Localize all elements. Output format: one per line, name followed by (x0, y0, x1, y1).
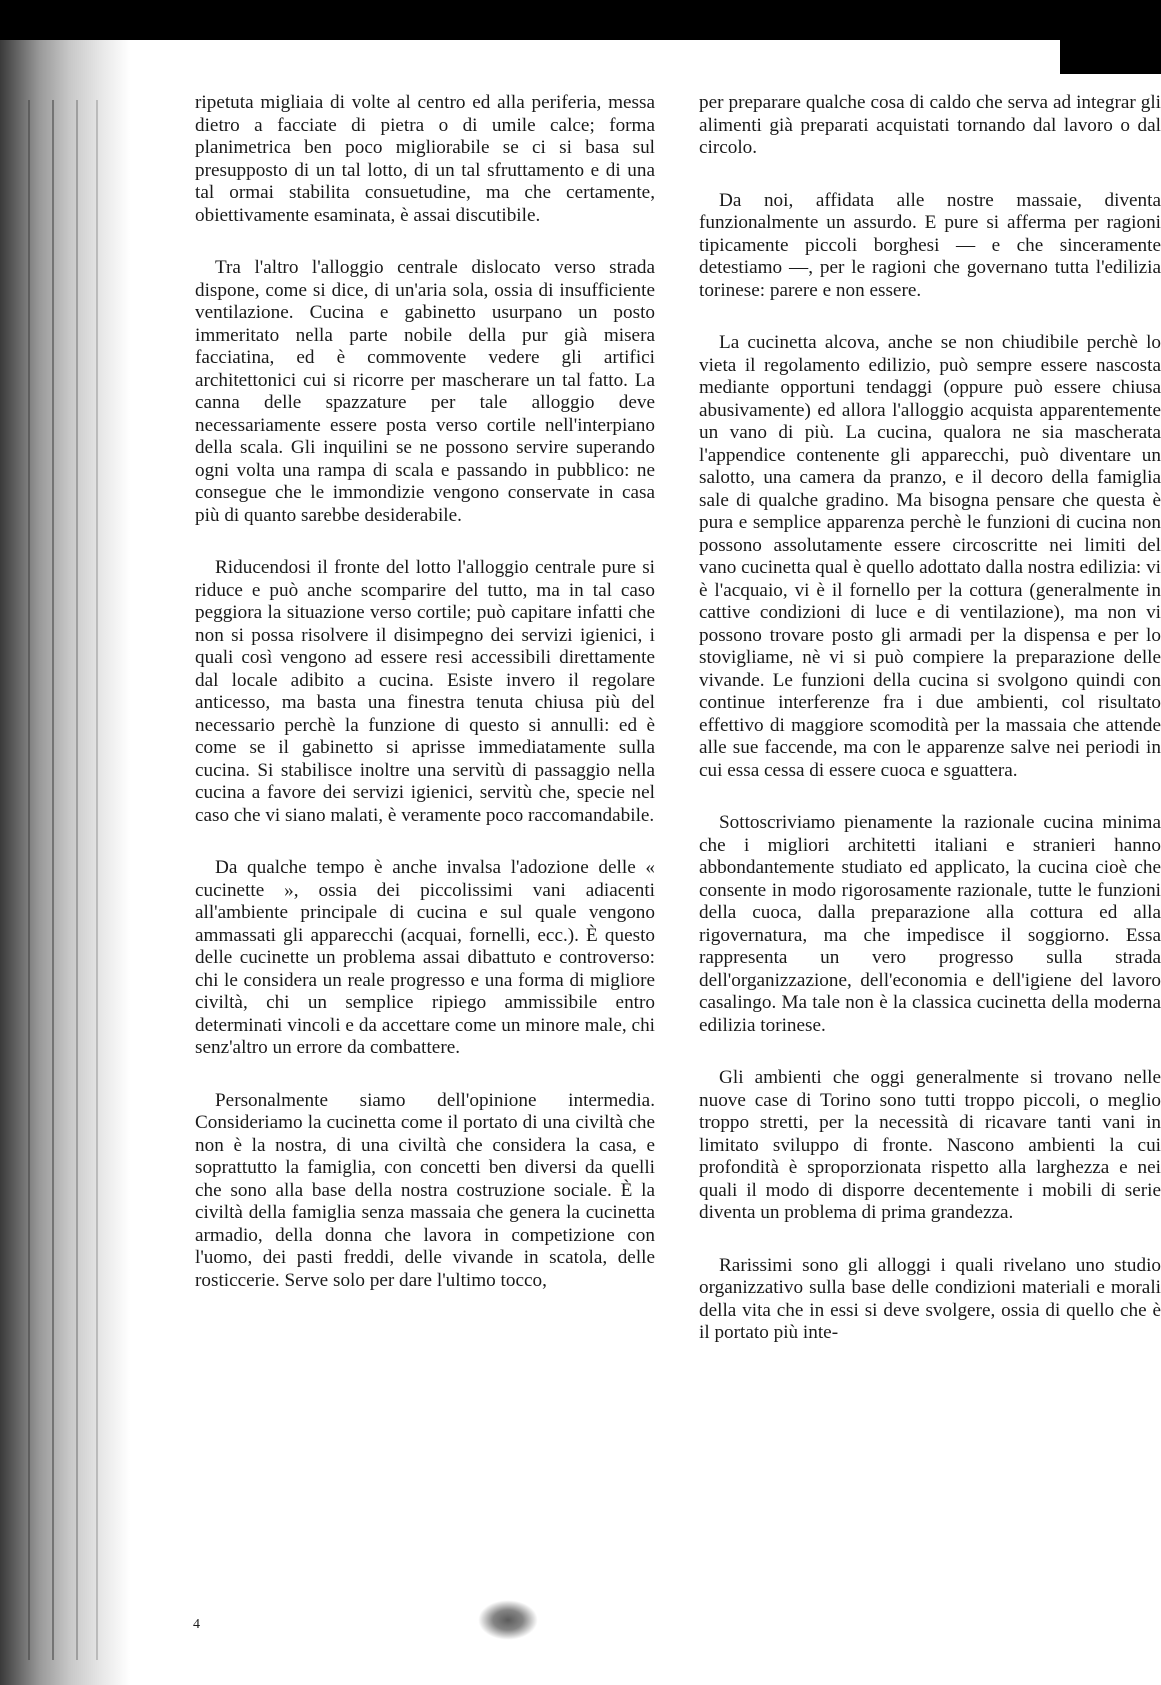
right-text-column (699, 92, 1161, 1375)
left-paragraph-4: Da qualche tempo è anche invalsa l'adozione delle « cucinette », ossia dei piccolissimi vani adiacenti all'ambiente principale di cucina e sul quale vengono ammassati gli apparecchi (acquai, fornelli, ecc.). È questo delle cucinette un problema assai dibattuto e controverso: chi le considera un reale progresso e una forma di migliore civiltà, chi un semplice ripiego ammissibile entro determinati vincoli e da accettare come un minore male, chi senz'altro un errore da combattere. (195, 857, 655, 1058)
page-number: 4 (193, 1617, 200, 1632)
right-paragraph-4: Sottoscriviamo pienamente la razionale cucina minima che i migliori architetti italiani e stranieri hanno abbondantemente studiato ed applicato, la cucina cioè che consente in modo rigorosamente razionale, tutte le funzioni della cuoca, dalla preparazione alla cottura ed alla rigovernatura, ma che impedisce il soggiorno. Essa rappresenta un vero progresso sulla strada dell'organizzazione, dell'economia e dell'igiene del lavoro casalingo. Ma tale non è la classica cucinetta della moderna edilizia torinese. (699, 812, 1161, 1036)
right-paragraph-2: Da noi, affidata alle nostre massaie, diventa funzionalmente un assurdo. E pure si afferma per ragioni tipicamente piccoli borghesi — e che sinceramente detestiamo —, per le ragioni che governano tutta l'edilizia torinese: parere e non essere. (699, 189, 1161, 301)
left-paragraph-5: Personalmente siamo dell'opinione intermedia. Consideriamo la cucinetta come il portato di una civiltà che non è la nostra, di una civiltà che considera la casa, e soprattutto la famiglia, con concetti ben diversi da quelli che sono alla base della nostra costruzione sociale. È la civiltà della famiglia senza massaia che genera la cucinetta armadio, della donna che lavora in competizione con l'uomo, dei pasti freddi, delle vivande in scatola, delle rosticcerie. Serve solo per dare l'ultimo tocco, (195, 1089, 655, 1291)
left-paragraph-2: Tra l'altro l'alloggio centrale dislocato verso strada dispone, come si dice, di un'aria sola, ossia di insufficiente ventilazione. Cucina e gabinetto usurpano un posto immeritato nella parte nobile della pur già misera facciatina, ed è commovente vedere gli artifici architettonici cui si ricorre per mascherare un tal fatto. La canna delle spazzature per tale alloggio deve necessariamente essere posta verso cortile nell'interpiano della scala. Gli inquilini se ne possono servire superando ogni volta una rampa di scala e passando in pubblico: ne consegue che le immondizie vengono conservate in casa più di quanto sarebbe desiderabile. (195, 257, 655, 526)
left-text-column (195, 92, 655, 1322)
right-paragraph-5: Gli ambienti che oggi generalmente si trovano nelle nuove case di Torino sono tutti troppo piccoli, o meglio troppo stretti, per la necessità di ricavare tanti vani in limitato sviluppo di fronte. Nascono ambienti la cui profondità è sproporzionata rispetto alla larghezza e nei quali il modo di disporre decentemente i mobili di serie diventa un problema di prima grandezza. (699, 1067, 1161, 1223)
book-spine-shadow (0, 40, 130, 1685)
top-right-black-corner (1060, 36, 1161, 74)
print-smudge (478, 1600, 538, 1640)
left-paragraph-1: ripetuta migliaia di volte al centro ed alla periferia, messa dietro a facciate di pietra o di umile calce; forma planimetrica ben poco migliorabile se ci si basa sul presupposto di un tal lotto, di un tal sfruttamento e di una tal ormai stabilita consuetudine, ma che certamente, obiettivamente esaminata, è assai discutibile. (195, 92, 655, 226)
top-black-border (0, 0, 1161, 40)
left-paragraph-3: Riducendosi il fronte del lotto l'alloggio centrale pure si riduce e può anche scomparire del tutto, ma in tal caso peggiora la situazione verso cortile; può capitare infatti che non si possa risolvere il disimpegno dei servizi igienici, i quali così vengono ad essere resi accessibili direttamente dal locale adibito a cucina. Esiste invero il regolare anticesso, ma basta una finestra tenuta chiusa più del necessario perchè la funzione di questo si annulli: ed è come se il gabinetto si aprisse immediatamente sulla cucina. Si stabilisce inoltre una servitù di passaggio nella cucina a favore dei servizi igienici, servitù che, specie nel caso che vi siano malati, è veramente poco raccomandabile. (195, 557, 655, 826)
right-paragraph-6: Rarissimi sono gli alloggi i quali rivelano uno studio organizzativo sulla base delle condizioni materiali e morali della vita che in essi si deve svolgere, ossia di quello che è il portato più inte- (699, 1254, 1161, 1343)
right-paragraph-1: per preparare qualche cosa di caldo che serva ad integrar gli alimenti già preparati acquistati tornando dal lavoro o dal circolo. (699, 92, 1161, 158)
right-paragraph-3: La cucinetta alcova, anche se non chiudibile perchè lo vieta il regolamento edilizio, può sempre essere nascosta mediante opportuni tendaggi (oppure può essere chiusa abusivamente) ed allora l'alloggio acquista apparentemente un vano di più. La cucina, qualora ne sia mascherata l'appendice contenente gli apparecchi, può diventare un salotto, una camera da pranzo, e il decoro della famiglia sale di qualche gradino. Ma bisogna pensare che questa è pura e semplice apparenza perchè le funzioni di cucina non possono assolutamente essere circoscritte nei limiti del vano cucinetta qual è quello adottato dalla nostra edilizia: vi è l'acquaio, vi è il fornello per la cottura (generalmente in cattive condizioni di luce e di ventilazione), ma non vi possono trovare posto gli armadi per la dispensa e per lo stovigliame, nè vi si può compiere la preparazione delle vivande. Le funzioni della cucina si svolgono quindi con continue interferenze fra i due ambienti, col risultato effettivo di maggiore scomodità per la massaia che attende alle sue faccende, ma con le apparenze salve nei periodi in cui essa cessa di essere cuoca e sguattera. (699, 332, 1161, 781)
